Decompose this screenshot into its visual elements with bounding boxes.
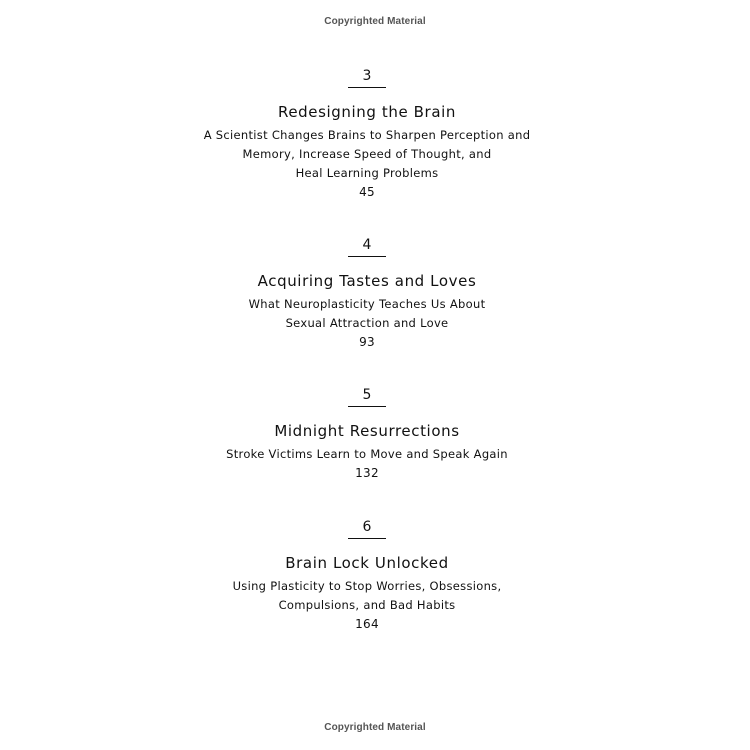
chapter-subtitle [0, 577, 734, 615]
chapter-page-number: 93 [359, 335, 375, 349]
chapter-subtitle-line: Memory, Increase Speed of Thought, and [242, 147, 492, 161]
chapter-number-rule [348, 406, 386, 407]
copyright-watermark-top: Copyrighted Material [324, 16, 426, 27]
chapter-number-rule [348, 538, 386, 539]
chapter-title: Midnight Resurrections [274, 422, 460, 440]
chapter-number-rule [348, 87, 386, 88]
chapter-subtitle [0, 295, 734, 333]
chapter-number: 5 [362, 387, 372, 403]
chapter-page-number: 132 [355, 466, 379, 480]
chapter-subtitle-line: Heal Learning Problems [295, 166, 439, 180]
chapter-subtitle-line: Using Plasticity to Stop Worries, Obsessions, [232, 579, 502, 593]
chapter-page-number: 45 [359, 185, 375, 199]
chapter-subtitle [0, 445, 734, 464]
chapter-number: 4 [362, 237, 372, 253]
chapter-subtitle [0, 126, 734, 183]
chapter-subtitle-line: Compulsions, and Bad Habits [278, 598, 456, 612]
chapter-number: 3 [362, 68, 372, 84]
chapter-title: Acquiring Tastes and Loves [257, 272, 477, 290]
chapter-subtitle-line: A Scientist Changes Brains to Sharpen Perception and [203, 128, 531, 142]
chapter-title: Brain Lock Unlocked [285, 554, 449, 572]
toc-entry-chapter-3 [0, 68, 734, 201]
chapter-title: Redesigning the Brain [277, 103, 456, 121]
chapter-subtitle-line: Sexual Attraction and Love [285, 316, 449, 330]
toc-entry-chapter-5 [0, 387, 734, 482]
chapter-number: 6 [362, 519, 372, 535]
chapter-number-rule [348, 256, 386, 257]
copyright-watermark-bottom: Copyrighted Material [324, 722, 426, 733]
chapter-subtitle-line: What Neuroplasticity Teaches Us About [248, 297, 486, 311]
chapter-subtitle-line: Stroke Victims Learn to Move and Speak Again [226, 447, 508, 461]
toc-entry-chapter-6 [0, 519, 734, 633]
toc-entry-chapter-4 [0, 237, 734, 351]
chapter-page-number: 164 [355, 617, 379, 631]
